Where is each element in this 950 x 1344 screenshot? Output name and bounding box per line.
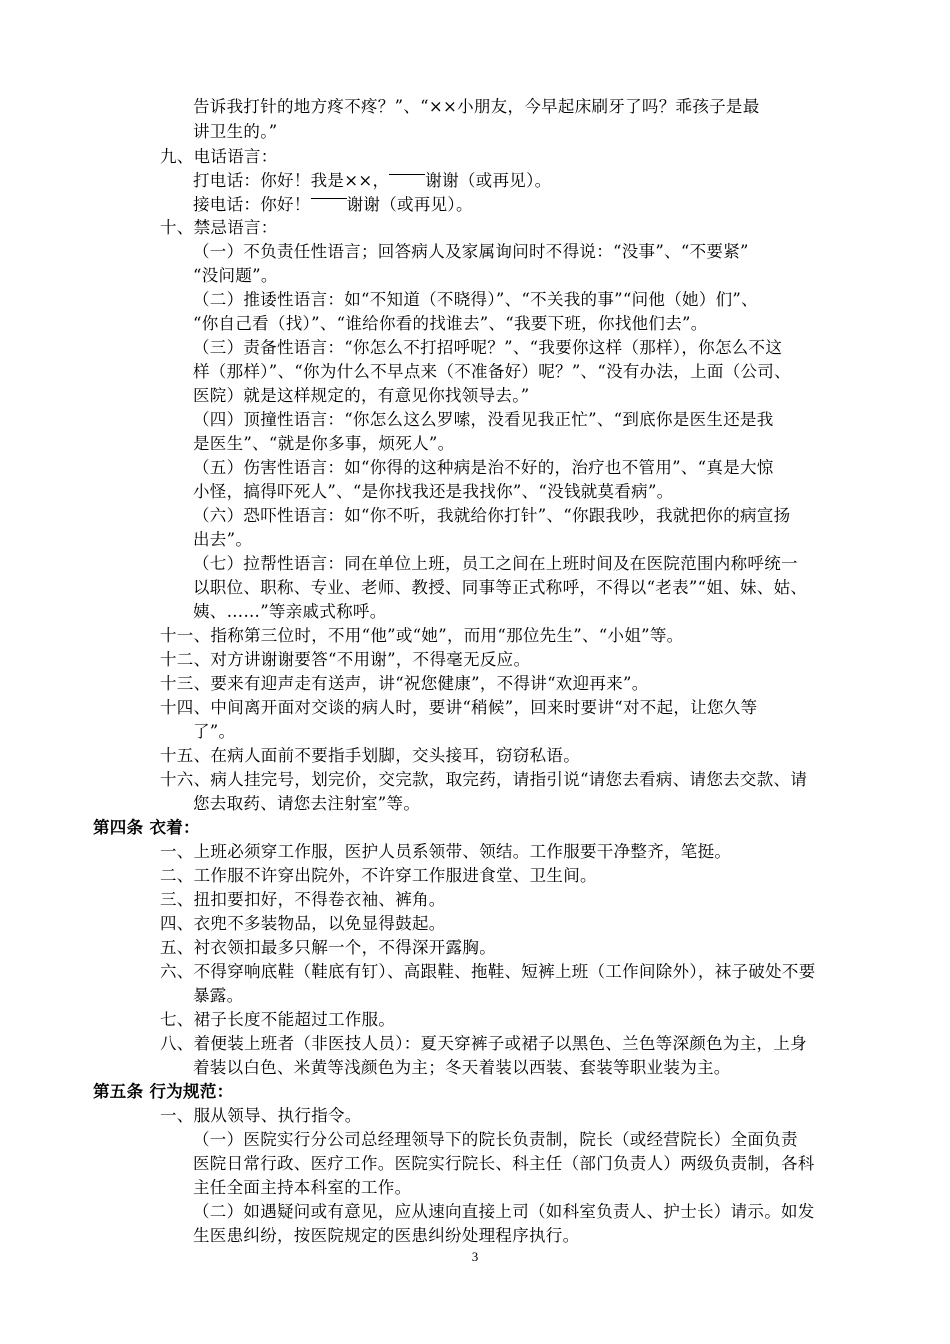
- text-line: （七）拉帮性语言：同在单位上班，员工之间在上班时间及在医院范围内称呼统一: [193, 554, 798, 573]
- text-line: 以职位、职称、专业、老师、教授、同事等正式称呼，不得以“老表”“姐、妹、姑、: [193, 578, 808, 597]
- text-line: （一）医院实行分公司总经理领导下的院长负责制，院长（或经营院长）全面负责: [193, 1130, 798, 1149]
- article-heading: 第五条 行为规范：: [93, 1082, 234, 1101]
- text-line: 主任全面主持本科室的工作。: [193, 1178, 412, 1197]
- text-line: 二、工作服不许穿出院外，不许穿工作服进食堂、卫生间。: [160, 866, 597, 885]
- text-line: 九、电话语言：: [160, 147, 278, 166]
- text-line: （一）不负责任性语言；回答病人及家属询问时不得说：“没事”、“不要紧”: [193, 242, 749, 261]
- article-heading: 第四条 衣着：: [93, 818, 200, 837]
- text-line: “没问题”。: [193, 266, 278, 285]
- text-line: 出去”。: [193, 530, 253, 549]
- text-line: 医院）就是这样规定的，有意见你找领导去。”: [193, 386, 530, 405]
- text-line: 小怪，搞得吓死人”、“是你找我还是我找你”、“没钱就莫看病”。: [193, 482, 674, 501]
- text-line: 医院日常行政、医疗工作。医院实行院长、科主任（部门负责人）两级负责制，各科: [193, 1154, 815, 1173]
- text-line: 五、衬衣领扣最多只解一个，不得深开露胸。: [160, 938, 496, 957]
- phone-answer-line: [193, 194, 473, 216]
- text-line: 着装以白色、米黄等浅颜色为主；冬天着装以西装、套装等职业装为主。: [193, 1058, 731, 1077]
- text-line: 一、服从领导、执行指令。: [160, 1106, 362, 1125]
- page-number: 3: [471, 1249, 479, 1264]
- fill-blank: [389, 174, 425, 175]
- text-line: 了”。: [193, 722, 236, 741]
- text-line: 七、裙子长度不能超过工作服。: [160, 1010, 396, 1029]
- text-line: 十、禁忌语言：: [160, 218, 278, 237]
- text-line: 三、扭扣要扣好，不得卷衣袖、裤角。: [160, 890, 446, 909]
- phone-answer-text: 接电话：你好！: [193, 195, 311, 214]
- text-line: （二）如遇疑问或有意见，应从速向直接上司（如科室负责人、护士长）请示。如发: [193, 1202, 815, 1221]
- fill-blank: [311, 198, 347, 199]
- phone-call-line: [193, 170, 551, 192]
- text-line: 四、衣兜不多装物品，以免显得鼓起。: [160, 914, 446, 933]
- text-line: （六）恐吓性语言：如“你不听，我就给你打针”、“你跟我吵，我就把你的病宣扬: [193, 506, 791, 525]
- text-line: 告诉我打针的地方疼不疼？”、“××小朋友，今早起床刷牙了吗？乖孩子是最: [193, 97, 760, 116]
- text-line: 十二、对方讲谢谢要答“不用谢”，不得毫无反应。: [160, 650, 531, 669]
- text-line: （五）伤害性语言：如“你得的这种病是治不好的，治疗也不管用”、“真是大惊: [193, 458, 774, 477]
- text-line: 样（那样）”、“你为什么不早点来（不准备好）呢？”、“没有办法，上面（公司、: [193, 362, 791, 381]
- text-line: 十四、中间离开面对交谈的病人时，要讲“稍候”，回来时要讲“对不起，让您久等: [160, 698, 758, 717]
- text-line: 暴露。: [193, 986, 244, 1005]
- text-line: 一、上班必须穿工作服，医护人员系领带、领结。工作服要干净整齐，笔挺。: [160, 842, 732, 861]
- phone-call-closing: 谢谢（或再见）。: [425, 171, 552, 190]
- text-line: 十一、指称第三位时，不用“他”或“她”，而用“那位先生”、“小姐”等。: [160, 626, 684, 645]
- text-line: 是医生”、“就是你多事，烦死人”。: [193, 434, 455, 453]
- text-line: 十五、在病人面前不要指手划脚，交头接耳，窃窃私语。: [160, 746, 580, 765]
- text-line: 生医患纠纷，按医院规定的医患纠纷处理程序执行。: [193, 1226, 580, 1245]
- text-line: （三）责备性语言：“你怎么不打招呼呢？”、“我要你这样（那样），你怎么不这: [193, 338, 783, 357]
- text-line: 十三、要来有迎声走有送声，讲“祝您健康”，不得讲“欢迎再来”。: [160, 674, 649, 693]
- text-line: 六、不得穿响底鞋（鞋底有钉）、高跟鞋、拖鞋、短裤上班（工作间除外），袜子破处不要: [160, 962, 816, 981]
- text-line: 讲卫生的。”: [193, 122, 278, 141]
- text-line: 姨、……”等亲戚式称呼。: [193, 602, 387, 621]
- text-line: 十六、病人挂完号，划完价，交完款，取完药，请指引说“请您去看病、请您去交款、请: [160, 770, 808, 789]
- phone-answer-closing: 谢谢（或再见）。: [346, 195, 473, 214]
- text-line: 您去取药、请您去注射室”等。: [193, 794, 421, 813]
- text-line: （二）推诿性语言：如“不知道（不晓得）”、“不关我的事”“问他（她）们”、: [193, 290, 758, 309]
- text-line: “你自己看（找）”、“谁给你看的找谁去”、“我要下班，你找他们去”。: [193, 314, 708, 333]
- text-line: 八、着便装上班者（非医技人员）：夏天穿裤子或裙子以黑色、兰色等深颜色为主，上身: [160, 1034, 807, 1053]
- text-line: （四）顶撞性语言：“你怎么这么罗嗦，没看见我正忙”、“到底你是医生还是我: [193, 410, 774, 429]
- phone-call-text: 打电话：你好！我是××，: [193, 171, 390, 190]
